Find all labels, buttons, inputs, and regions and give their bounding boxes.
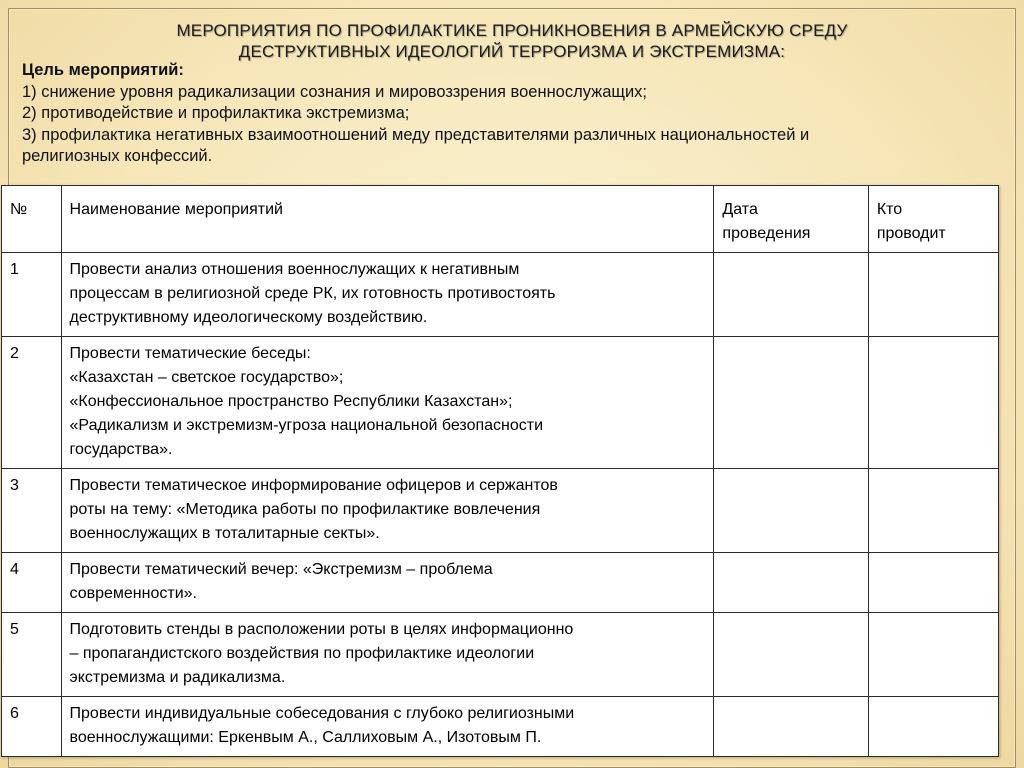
row-date <box>714 253 868 337</box>
row-num: 6 <box>2 697 62 757</box>
activity-line: военнослужащих в тоталитарные секты». <box>69 525 380 542</box>
activity-line: Подготовить стенды в расположении роты в целях информационно <box>69 621 574 638</box>
activity-line: – пропагандистского воздействия по профилактике идеологии <box>69 645 535 662</box>
header-date <box>714 186 868 253</box>
goal-item: религиозных конфессий. <box>22 147 213 165</box>
row-activity <box>61 469 714 553</box>
row-who <box>868 697 998 757</box>
row-num: 5 <box>2 613 62 697</box>
row-num: 4 <box>2 553 62 613</box>
row-activity <box>61 253 714 337</box>
header-who <box>868 186 998 253</box>
table-row <box>2 469 999 553</box>
header-date-line-2: проведения <box>722 225 811 242</box>
row-who <box>868 337 998 469</box>
header-num: № <box>2 186 62 253</box>
activity-line: «Казахстан – светское государство»; <box>69 369 344 386</box>
table-row <box>2 697 999 757</box>
header-who-line-1: Кто <box>876 201 903 218</box>
row-who <box>868 553 998 613</box>
activity-line: Провести индивидуальные собеседования с глубоко религиозными <box>69 705 575 722</box>
table-row <box>2 613 999 697</box>
activity-line: Провести тематический вечер: «Экстремизм – проблема <box>69 561 493 578</box>
row-who <box>868 613 998 697</box>
header-date-line-1: Дата <box>722 201 758 218</box>
activity-line: роты на тему: «Методика работы по профилактике вовлечения <box>69 501 541 518</box>
row-who <box>868 469 998 553</box>
activity-line: «Радикализм и экстремизм-угроза национальной безопасности <box>69 417 544 434</box>
goal-item: 2) противодействие и профилактика экстремизма; <box>22 104 410 122</box>
page-title <box>0 20 1024 62</box>
row-activity <box>61 553 714 613</box>
activity-line: современности». <box>69 585 197 602</box>
row-date <box>714 469 868 553</box>
row-who <box>868 253 998 337</box>
header-name: Наименование мероприятий <box>61 186 714 253</box>
row-activity <box>61 337 714 469</box>
table-row <box>2 253 999 337</box>
row-activity <box>61 613 714 697</box>
table-row <box>2 553 999 613</box>
row-date <box>714 337 868 469</box>
table-header-row <box>2 186 999 253</box>
activity-line: Провести анализ отношения военнослужащих к негативным <box>69 261 520 278</box>
goals-section <box>22 60 1002 168</box>
activities-table <box>1 185 999 757</box>
goal-item: 1) снижение уровня радикализации сознания и мировоззрения военнослужащих; <box>22 82 648 101</box>
activity-line: «Конфессиональное пространство Республики Казахстан»; <box>69 393 513 410</box>
goals-heading: Цель мероприятий: <box>22 61 184 79</box>
header-who-line-2: проводит <box>876 225 946 242</box>
title-line-2: ДЕСТРУКТИВНЫХ ИДЕОЛОГИЙ ТЕРРОРИЗМА И ЭКСТРЕМИЗМА: <box>238 42 786 61</box>
activity-line: Провести тематическое информирование офицеров и сержантов <box>69 477 558 494</box>
activity-line: государства». <box>69 441 173 458</box>
row-date <box>714 697 868 757</box>
table-row <box>2 337 999 469</box>
row-num: 1 <box>2 253 62 337</box>
title-line-1: МЕРОПРИЯТИЯ ПО ПРОФИЛАКТИКЕ ПРОНИКНОВЕНИЯ В АРМЕЙСКУЮ СРЕДУ <box>176 21 848 40</box>
row-date <box>714 553 868 613</box>
row-num: 3 <box>2 469 62 553</box>
goal-item: 3) профилактика негативных взаимоотношений меду представителями различных национальностей и <box>22 125 810 144</box>
row-date <box>714 613 868 697</box>
activity-line: процессам в религиозной среде РК, их готовность противостоять <box>69 285 556 302</box>
row-activity <box>61 697 714 757</box>
activity-line: экстремизма и радикализма. <box>69 669 286 686</box>
activity-line: военнослужащими: Еркенвым А., Саллиховым А., Изотовым П. <box>69 729 542 746</box>
activity-line: Провести тематические беседы: <box>69 345 311 362</box>
row-num: 2 <box>2 337 62 469</box>
activity-line: деструктивному идеологическому воздействию. <box>69 309 428 326</box>
